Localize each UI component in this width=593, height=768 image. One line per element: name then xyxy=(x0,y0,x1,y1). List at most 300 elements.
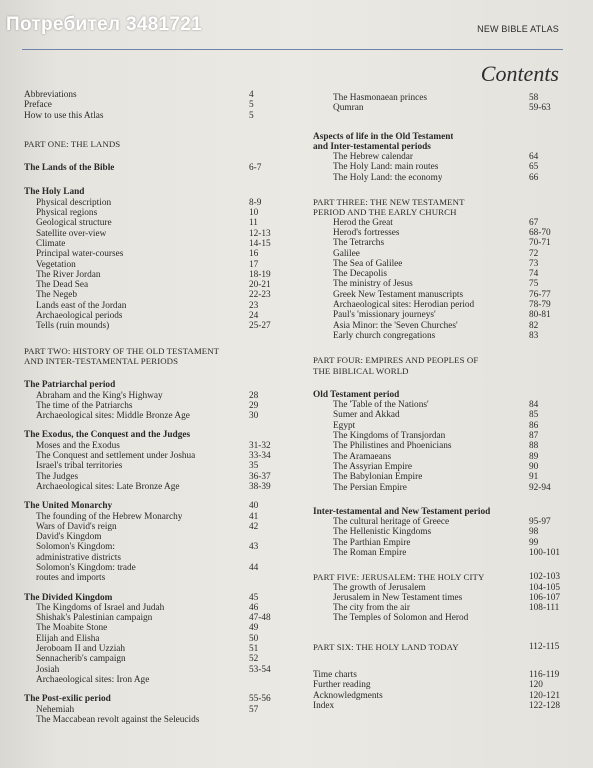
spacer xyxy=(24,149,276,163)
toc-entry-title: The ministry of Jesus xyxy=(333,279,413,290)
toc-entry-page: 65 xyxy=(529,162,539,173)
toc-entry-page: 35 xyxy=(249,461,259,472)
toc-entry-title: Physical regions xyxy=(36,208,98,219)
toc-entry-page xyxy=(249,573,276,583)
toc-entry-title: The Holy Land: the economy xyxy=(333,172,443,183)
toc-entry-page xyxy=(529,390,569,400)
toc-entry-page: 16 xyxy=(249,249,259,260)
toc-entry-page: 18-19 xyxy=(249,269,271,280)
toc-entry-title: Jerusalem in New Testament times xyxy=(333,592,463,603)
toc-entry-title: The Exodus, the Conquest and the Judges xyxy=(24,430,191,441)
toc-entry-title: Sumer and Akkad xyxy=(333,410,400,421)
toc-entry xyxy=(24,239,276,249)
toc-entry-page: 64 xyxy=(529,152,539,163)
toc-entry-page: 31-32 xyxy=(249,440,271,451)
toc-entry-title: routes and imports xyxy=(36,573,106,584)
toc-entry-title: The United Monarchy xyxy=(24,501,113,512)
toc-entry-page: 75 xyxy=(529,279,539,290)
toc-entry-page: 92-94 xyxy=(529,482,551,493)
toc-entry xyxy=(24,187,276,197)
toc-entry-title: Abbreviations xyxy=(24,90,77,100)
spacer xyxy=(313,183,569,197)
toc-entry-page: 78-79 xyxy=(529,300,551,311)
toc-entry-page xyxy=(249,346,276,356)
toc-entry-page: 102-103 xyxy=(529,572,560,583)
toc-entry xyxy=(313,642,569,652)
toc-entry-page: 36-37 xyxy=(249,471,271,482)
toc-entry xyxy=(313,517,569,527)
toc-entry-title: PART FIVE: JERUSALEM: THE HOLY CITY xyxy=(313,572,485,583)
toc-entry-page: 82 xyxy=(529,320,539,331)
toc-entry-title: The River Jordan xyxy=(36,269,101,280)
toc-entry-page: 83 xyxy=(529,330,539,341)
toc-entry-title: The Hellenistic Kingdoms xyxy=(333,527,432,538)
toc-entry xyxy=(313,572,569,582)
toc-entry xyxy=(24,111,276,121)
toc-entry xyxy=(24,301,276,311)
toc-entry-title: The Kingdoms of Transjordan xyxy=(333,431,446,442)
toc-entry-title: Lands east of the Jordan xyxy=(36,300,127,311)
toc-entry xyxy=(313,162,569,172)
toc-entry-page xyxy=(529,207,569,217)
toc-entry-title: Geological structure xyxy=(36,218,112,229)
toc-entry-title: Shishak's Palestinian campaign xyxy=(36,613,153,624)
toc-entry xyxy=(313,249,569,259)
toc-entry xyxy=(24,260,276,270)
toc-entry-title: The Babylonian Empire xyxy=(333,472,423,483)
toc-entry-page: 41 xyxy=(249,511,259,522)
toc-entry xyxy=(313,593,569,603)
toc-entry-page: 33-34 xyxy=(249,451,271,462)
spacer xyxy=(24,492,276,501)
toc-entry xyxy=(24,593,276,603)
spacer xyxy=(313,558,569,572)
toc-entry-title: Satellite over-view xyxy=(36,228,107,239)
toc-entry xyxy=(24,532,276,542)
toc-entry xyxy=(313,441,569,451)
toc-entry xyxy=(24,90,276,100)
toc-entry-page xyxy=(249,187,276,197)
toc-entry xyxy=(313,321,569,331)
toc-entry-title: Archaeological periods xyxy=(36,311,123,322)
toc-entry-title: Herod the Great xyxy=(333,217,393,228)
toc-entry-title: The Kingdoms of Israel and Judah xyxy=(36,602,165,613)
toc-entry-title: Paul's 'missionary journeys' xyxy=(333,310,436,321)
toc-entry xyxy=(313,103,569,113)
toc-entry xyxy=(24,512,276,522)
toc-entry xyxy=(313,548,569,558)
toc-entry-page xyxy=(249,553,276,563)
toc-entry-page: 22-23 xyxy=(249,290,271,301)
spacer xyxy=(24,421,276,430)
toc-entry xyxy=(24,411,276,421)
toc-entry xyxy=(313,472,569,482)
toc-entry-title: administrative districts xyxy=(36,552,121,563)
toc-entry-page: 59-63 xyxy=(529,103,551,114)
toc-entry-page: 70-71 xyxy=(529,238,551,249)
toc-entry xyxy=(24,356,276,366)
toc-entry-title: The Aramaeans xyxy=(333,451,392,462)
toc-entry xyxy=(313,452,569,462)
toc-entry-page: 14-15 xyxy=(249,238,271,249)
toc-entry-title: PART ONE: THE LANDS xyxy=(24,138,121,149)
toc-entry xyxy=(24,613,276,623)
toc-entry-page: 90 xyxy=(529,461,539,472)
toc-entry-page: 99 xyxy=(529,537,539,548)
toc-entry xyxy=(313,228,569,238)
toc-entry xyxy=(313,279,569,289)
toc-entry-page: 116-119 xyxy=(529,670,560,681)
toc-entry-page: 87 xyxy=(529,431,539,442)
toc-entry-page: 49 xyxy=(249,623,259,634)
header-rule xyxy=(22,49,563,50)
toc-entry xyxy=(24,482,276,492)
toc-entry-page xyxy=(529,507,569,517)
toc-entry-page xyxy=(249,675,276,685)
toc-entry xyxy=(313,269,569,279)
toc-entry-page xyxy=(529,613,569,623)
toc-entry-page: 72 xyxy=(529,248,539,259)
toc-entry-title: The Tetrarchs xyxy=(333,238,385,249)
toc-entry-page: 55-56 xyxy=(249,694,271,705)
toc-entry xyxy=(24,542,276,552)
toc-entry-title: Elijah and Elisha xyxy=(36,633,100,644)
toc-entry xyxy=(24,501,276,511)
toc-entry xyxy=(313,410,569,420)
toc-entry xyxy=(24,634,276,644)
toc-entry-title: PART TWO: HISTORY OF THE OLD TESTAMENT xyxy=(24,345,220,356)
toc-entry-page: 68-70 xyxy=(529,227,551,238)
toc-entry xyxy=(313,538,569,548)
toc-entry-page: 5 xyxy=(249,100,254,111)
toc-entry-title: and Inter-testamental periods xyxy=(313,141,431,152)
toc-entry-title: Old Testament period xyxy=(313,389,400,400)
toc-entry-title: The Judges xyxy=(36,471,79,482)
toc-entry-page: 40 xyxy=(249,501,259,512)
toc-entry xyxy=(313,507,569,517)
toc-entry-title: The founding of the Hebrew Monarchy xyxy=(36,511,183,522)
toc-entry-page: 38-39 xyxy=(249,481,271,492)
toc-entry-page xyxy=(249,532,276,542)
toc-entry-page xyxy=(249,430,276,440)
toc-entry xyxy=(24,573,276,583)
toc-entry-page: 58 xyxy=(529,93,539,103)
toc-entry xyxy=(24,198,276,208)
toc-entry-page: 84 xyxy=(529,400,539,411)
toc-entry xyxy=(313,366,569,376)
spacer xyxy=(313,652,569,670)
toc-entry-title: Greek New Testament manuscripts xyxy=(333,289,464,300)
toc-entry xyxy=(24,623,276,633)
toc-entry xyxy=(24,270,276,280)
toc-entry xyxy=(313,300,569,310)
toc-entry xyxy=(24,280,276,290)
toc-entry-page: 53-54 xyxy=(249,664,271,675)
toc-entry-title: The Lands of the Bible xyxy=(24,163,115,174)
toc-entry xyxy=(24,705,276,715)
toc-entry-page: 8-9 xyxy=(249,197,262,208)
toc-entry-title: The Sea of Galilee xyxy=(333,258,403,269)
toc-entry-page: 122-128 xyxy=(529,700,560,711)
toc-entry-page: 25-27 xyxy=(249,321,271,332)
toc-entry-page xyxy=(529,142,569,152)
toc-entry-page: 85 xyxy=(529,410,539,421)
toc-entry-page xyxy=(249,380,276,390)
toc-entry-title: Archaeological sites: Middle Bronze Age xyxy=(36,411,190,422)
toc-entry-page xyxy=(529,197,569,207)
toc-entry-page xyxy=(529,355,569,365)
toc-entry-page: 88 xyxy=(529,441,539,452)
toc-entry-title: Aspects of life in the Old Testament xyxy=(313,131,454,142)
toc-entry xyxy=(24,694,276,704)
toc-entry-page: 51 xyxy=(249,644,259,655)
toc-entry xyxy=(313,670,569,680)
spacer xyxy=(24,121,276,139)
toc-entry xyxy=(313,218,569,228)
toc-entry xyxy=(24,401,276,411)
toc-entry-title: David's Kingdom xyxy=(36,532,102,543)
toc-entry xyxy=(313,331,569,341)
toc-entry-page xyxy=(529,132,569,142)
toc-entry xyxy=(24,380,276,390)
toc-entry-page: 74 xyxy=(529,269,539,280)
toc-entry xyxy=(313,390,569,400)
toc-entry-title: Archaeological sites: Late Bronze Age xyxy=(36,481,180,492)
spacer xyxy=(313,341,569,355)
toc-entry-title: The Moabite Stone xyxy=(36,623,108,634)
toc-entry-title: The Patriarchal period xyxy=(24,380,116,391)
toc-entry xyxy=(313,197,569,207)
toc-entry-page: 17 xyxy=(249,259,259,270)
toc-entry-page: 20-21 xyxy=(249,280,271,291)
toc-entry xyxy=(313,132,569,142)
toc-entry-title: Galilee xyxy=(333,248,360,259)
toc-entry-title: THE BIBLICAL WORLD xyxy=(313,365,409,376)
spacer xyxy=(313,376,569,390)
toc-entry xyxy=(24,451,276,461)
toc-entry xyxy=(24,100,276,110)
toc-entry xyxy=(313,355,569,365)
toc-entry-page: 76-77 xyxy=(529,289,551,300)
toc-entry-title: How to use this Atlas xyxy=(24,110,104,121)
toc-entry-page: 29 xyxy=(249,400,259,411)
toc-entry-page xyxy=(249,139,276,149)
toc-entry-title: The growth of Jerusalem xyxy=(333,582,426,593)
toc-entry-page: 12-13 xyxy=(249,228,271,239)
toc-entry-page: 28 xyxy=(249,390,259,401)
toc-entry-title: Principal water-courses xyxy=(36,249,124,260)
toc-entry xyxy=(24,675,276,685)
toc-entry-page: 30 xyxy=(249,411,259,422)
toc-entry-page: 10 xyxy=(249,208,259,219)
toc-entry-title: Solomon's Kingdom: xyxy=(36,542,115,553)
toc-entry-title: The Negeb xyxy=(36,290,78,301)
toc-entry xyxy=(24,229,276,239)
toc-entry xyxy=(313,613,569,623)
spacer xyxy=(24,173,276,187)
spacer xyxy=(24,584,276,593)
toc-entry-page: 47-48 xyxy=(249,613,271,624)
toc-entry-title: Further reading xyxy=(313,680,371,691)
toc-entry xyxy=(24,163,276,173)
toc-entry-title: Moses and the Exodus xyxy=(36,440,120,451)
watermark: Потребител 3481721 xyxy=(6,14,203,35)
toc-entry-title: The Post-exilic period xyxy=(24,694,111,705)
toc-entry-page: 52 xyxy=(249,654,259,665)
toc-entry xyxy=(24,563,276,573)
toc-entry-title: Vegetation xyxy=(36,259,76,270)
toc-entry xyxy=(313,93,569,103)
toc-entry-page xyxy=(249,356,276,366)
toc-entry xyxy=(313,207,569,217)
toc-entry xyxy=(24,715,276,725)
toc-entry-title: The 'Table of the Nations' xyxy=(333,400,429,411)
toc-entry xyxy=(24,218,276,228)
toc-entry-title: The Philistines and Phoenicians xyxy=(333,441,452,452)
toc-entry-title: Nehemiah xyxy=(36,704,75,715)
toc-entry-title: The cultural heritage of Greece xyxy=(333,517,450,528)
toc-entry xyxy=(24,290,276,300)
toc-entry-title: Inter-testamental and New Testament period xyxy=(313,506,491,517)
toc-entry-title: The Hebrew calendar xyxy=(333,152,414,163)
toc-entry-title: Asia Minor: the 'Seven Churches' xyxy=(333,320,458,331)
spacer xyxy=(24,685,276,694)
toc-entry-title: Physical description xyxy=(36,197,112,208)
toc-entry-page: 66 xyxy=(529,172,539,183)
toc-right-column xyxy=(313,93,569,711)
toc-entry-title: Time charts xyxy=(313,670,357,681)
toc-entry-title: The Temples of Solomon and Herod xyxy=(333,613,469,624)
toc-entry-page: 104-105 xyxy=(529,582,560,593)
toc-entry-title: Tells (ruin mounds) xyxy=(36,321,110,332)
spacer xyxy=(24,332,276,346)
toc-entry xyxy=(313,310,569,320)
toc-entry-title: The Conquest and settlement under Joshua xyxy=(36,451,196,462)
toc-entry-page: 45 xyxy=(249,592,259,603)
toc-entry-page: 24 xyxy=(249,311,259,322)
toc-entry-page: 44 xyxy=(249,562,259,573)
toc-entry xyxy=(313,290,569,300)
toc-entry-page: 86 xyxy=(529,420,539,431)
spacer xyxy=(313,493,569,507)
toc-entry-title: The Maccabean revolt against the Seleucids xyxy=(36,714,200,725)
toc-entry xyxy=(313,238,569,248)
toc-entry xyxy=(313,142,569,152)
toc-entry xyxy=(24,139,276,149)
toc-entry-title: Josiah xyxy=(36,664,60,675)
toc-entry-page: 100-101 xyxy=(529,547,560,558)
toc-entry xyxy=(313,691,569,701)
toc-entry xyxy=(24,430,276,440)
toc-entry xyxy=(313,431,569,441)
toc-entry xyxy=(313,583,569,593)
toc-entry-title: The Holy Land xyxy=(24,187,85,198)
toc-entry-page: 112-115 xyxy=(529,641,560,652)
toc-entry-title: The Decapolis xyxy=(333,269,387,280)
toc-entry-title: PERIOD AND THE EARLY CHURCH xyxy=(313,207,457,218)
toc-entry xyxy=(313,680,569,690)
toc-entry xyxy=(24,654,276,664)
toc-entry-page: 11 xyxy=(249,218,258,229)
toc-entry-page: 5 xyxy=(249,110,254,121)
toc-entry-page: 23 xyxy=(249,300,259,311)
spacer xyxy=(24,366,276,380)
toc-entry xyxy=(313,701,569,711)
toc-entry xyxy=(24,461,276,471)
toc-entry-title: Climate xyxy=(36,238,66,249)
toc-entry xyxy=(24,603,276,613)
toc-entry-title: The Parthian Empire xyxy=(333,537,411,548)
toc-entry-title: The Divided Kingdom xyxy=(24,592,113,603)
toc-entry-title: PART THREE: THE NEW TESTAMENT xyxy=(313,197,465,208)
toc-entry-title: The Persian Empire xyxy=(333,482,407,493)
toc-entry-title: The city from the air xyxy=(333,603,410,614)
toc-entry xyxy=(313,527,569,537)
toc-entry-title: Israel's tribal territories xyxy=(36,461,123,472)
toc-entry xyxy=(24,553,276,563)
toc-entry xyxy=(313,259,569,269)
toc-entry-title: Abraham and the King's Highway xyxy=(36,390,163,401)
toc-entry-title: The Holy Land: main routes xyxy=(333,162,439,173)
toc-entry xyxy=(24,665,276,675)
toc-entry-page: 80-81 xyxy=(529,310,551,321)
toc-entry-page: 120-121 xyxy=(529,690,560,701)
toc-entry-title: Acknowledgments xyxy=(313,690,383,701)
running-head: NEW BIBLE ATLAS xyxy=(477,24,559,34)
toc-entry-page: 43 xyxy=(249,542,259,553)
toc-entry xyxy=(24,391,276,401)
toc-entry-page: 57 xyxy=(249,704,259,715)
toc-entry xyxy=(24,208,276,218)
spacer xyxy=(313,624,569,642)
toc-entry xyxy=(24,311,276,321)
toc-entry xyxy=(313,173,569,183)
toc-entry xyxy=(313,421,569,431)
toc-entry-title: Herod's fortresses xyxy=(333,227,400,238)
toc-entry xyxy=(24,644,276,654)
toc-entry-page: 42 xyxy=(249,521,259,532)
toc-entry xyxy=(313,462,569,472)
toc-entry-title: AND INTER-TESTAMENTAL PERIODS xyxy=(24,355,179,366)
toc-entry-title: Qumran xyxy=(333,103,364,114)
toc-entry xyxy=(24,522,276,532)
toc-entry-title: Archaeological sites: Iron Age xyxy=(36,674,150,685)
toc-entry-page xyxy=(249,715,276,725)
toc-entry-title: Solomon's Kingdom: trade xyxy=(36,562,136,573)
toc-entry-title: The time of the Patriarchs xyxy=(36,400,133,411)
toc-entry-page: 95-97 xyxy=(529,517,551,528)
toc-entry-title: Early church congregations xyxy=(333,330,436,341)
toc-entry-page: 67 xyxy=(529,217,539,228)
toc-entry xyxy=(313,152,569,162)
toc-entry-page: 6-7 xyxy=(249,163,262,174)
toc-entry xyxy=(24,321,276,331)
toc-entry-page: 91 xyxy=(529,472,539,483)
toc-entry-title: The Hasmonaean princes xyxy=(333,93,427,103)
toc-entry-title: Archaeological sites: Herodian period xyxy=(333,300,475,311)
toc-entry-page: 106-107 xyxy=(529,592,560,603)
toc-entry-page: 4 xyxy=(249,90,254,100)
toc-entry xyxy=(313,603,569,613)
page-title: Contents xyxy=(480,61,559,86)
toc-entry-page: 73 xyxy=(529,258,539,269)
toc-entry xyxy=(24,249,276,259)
spacer xyxy=(313,114,569,132)
toc-entry xyxy=(24,472,276,482)
toc-entry-title: Index xyxy=(313,700,335,711)
toc-entry xyxy=(24,346,276,356)
toc-entry xyxy=(313,400,569,410)
